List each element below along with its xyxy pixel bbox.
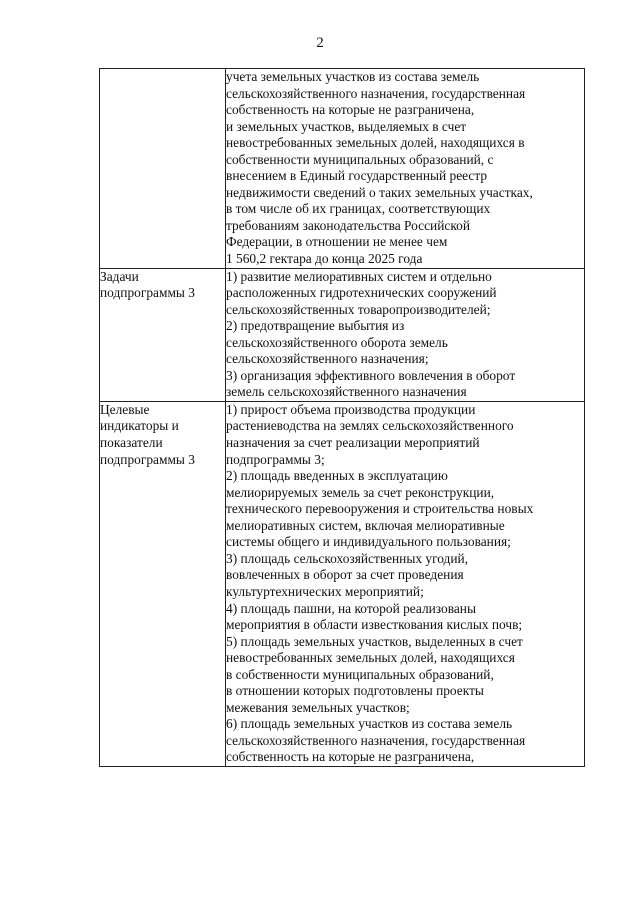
row-content-line: сельскохозяйственного оборота земель bbox=[226, 334, 448, 350]
row-content-line: сельскохозяйственного назначения, государственная bbox=[226, 732, 526, 748]
row-content-line: сельскохозяйственного назначения, государственная bbox=[226, 85, 526, 101]
row-content-line: вовлеченных в оборот за счет проведения bbox=[226, 567, 464, 583]
row-content-line: назначения за счет реализации мероприятий bbox=[226, 435, 480, 451]
table-row bbox=[100, 69, 585, 269]
row-label-cell bbox=[100, 401, 226, 766]
row-content-line: в собственности муниципальных образований, bbox=[226, 666, 494, 682]
row-content-line: в том числе об их границах, соответствующих bbox=[226, 201, 491, 217]
row-content-line: подпрограммы 3; bbox=[226, 451, 325, 467]
row-label-line: подпрограммы 3 bbox=[100, 451, 195, 467]
row-content-line: невостребованных земельных долей, находящихся в bbox=[226, 135, 525, 151]
row-content-line: 1) развитие мелиоративных систем и отдельно bbox=[226, 268, 492, 284]
row-content-line: учета земельных участков из состава земель bbox=[226, 69, 480, 84]
row-content-line: 4) площадь пашни, на которой реализованы bbox=[226, 600, 476, 616]
row-content-line: требованиям законодательства Российской bbox=[226, 217, 471, 233]
row-content-line: сельскохозяйственного назначения; bbox=[226, 351, 429, 367]
row-content-line: 1 560,2 гектара до конца 2025 года bbox=[226, 251, 423, 267]
row-label-line: Целевые bbox=[100, 401, 150, 417]
row-content-line: 3) организация эффективного вовлечения в оборот bbox=[226, 367, 516, 383]
row-content-line: мелиорируемых земель за счет реконструкции, bbox=[226, 484, 495, 500]
row-label-line: индикаторы и bbox=[100, 418, 179, 434]
page-number: 2 bbox=[316, 35, 324, 51]
subprogram-passport-table bbox=[99, 68, 585, 767]
row-content-line: земель сельскохозяйственного назначения bbox=[226, 384, 467, 400]
row-label-line: показатели bbox=[100, 435, 163, 451]
row-content-line: и земельных участков, выделяемых в счет bbox=[226, 118, 467, 134]
row-content-line: собственности муниципальных образований, с bbox=[226, 151, 494, 167]
row-content-line: 2) площадь введенных в эксплуатацию bbox=[226, 468, 448, 484]
row-content-line: межевания земельных участков; bbox=[226, 699, 410, 715]
row-content-cell bbox=[226, 401, 585, 766]
row-content-line: Федерации, в отношении не менее чем bbox=[226, 234, 448, 250]
row-content-line: 6) площадь земельных участков из состава земель bbox=[226, 716, 513, 732]
row-content-line: системы общего и индивидуального пользования; bbox=[226, 534, 511, 550]
row-content-line: 5) площадь земельных участков, выделенных в счет bbox=[226, 633, 523, 649]
row-content-line: недвижимости сведений о таких земельных участках, bbox=[226, 184, 533, 200]
row-content-line: растениеводства на землях сельскохозяйственного bbox=[226, 418, 514, 434]
row-content-line: в отношении которых подготовлены проекты bbox=[226, 683, 484, 699]
row-label-cell bbox=[100, 69, 226, 269]
row-content-line: культуртехнических мероприятий; bbox=[226, 583, 424, 599]
row-label-line: подпрограммы 3 bbox=[100, 285, 195, 301]
row-content-line: 3) площадь сельскохозяйственных угодий, bbox=[226, 550, 469, 566]
row-content-line: мелиоративных систем, включая мелиоративные bbox=[226, 517, 505, 533]
row-content-line: сельскохозяйственных товаропроизводителей; bbox=[226, 301, 491, 317]
row-content-line: мероприятия в области известкования кислых почв; bbox=[226, 617, 523, 633]
table-row bbox=[100, 401, 585, 766]
row-content-line: 1) прирост объема производства продукции bbox=[226, 401, 476, 417]
row-content-line: расположенных гидротехнических сооружений bbox=[226, 285, 497, 301]
row-content-cell bbox=[226, 69, 585, 269]
row-content-line: собственность на которые не разграничена, bbox=[226, 102, 475, 118]
row-content-line: технического перевооружения и строительства новых bbox=[226, 501, 534, 517]
row-label-line: Задачи bbox=[100, 268, 139, 284]
row-content-line: собственность на которые не разграничена, bbox=[226, 749, 475, 765]
row-label-cell bbox=[100, 268, 226, 401]
table-row bbox=[100, 268, 585, 401]
row-content-cell bbox=[226, 268, 585, 401]
row-content-line: внесением в Единый государственный реестр bbox=[226, 168, 488, 184]
row-content-line: 2) предотвращение выбытия из bbox=[226, 318, 405, 334]
row-content-line: невостребованных земельных долей, находящихся bbox=[226, 650, 515, 666]
